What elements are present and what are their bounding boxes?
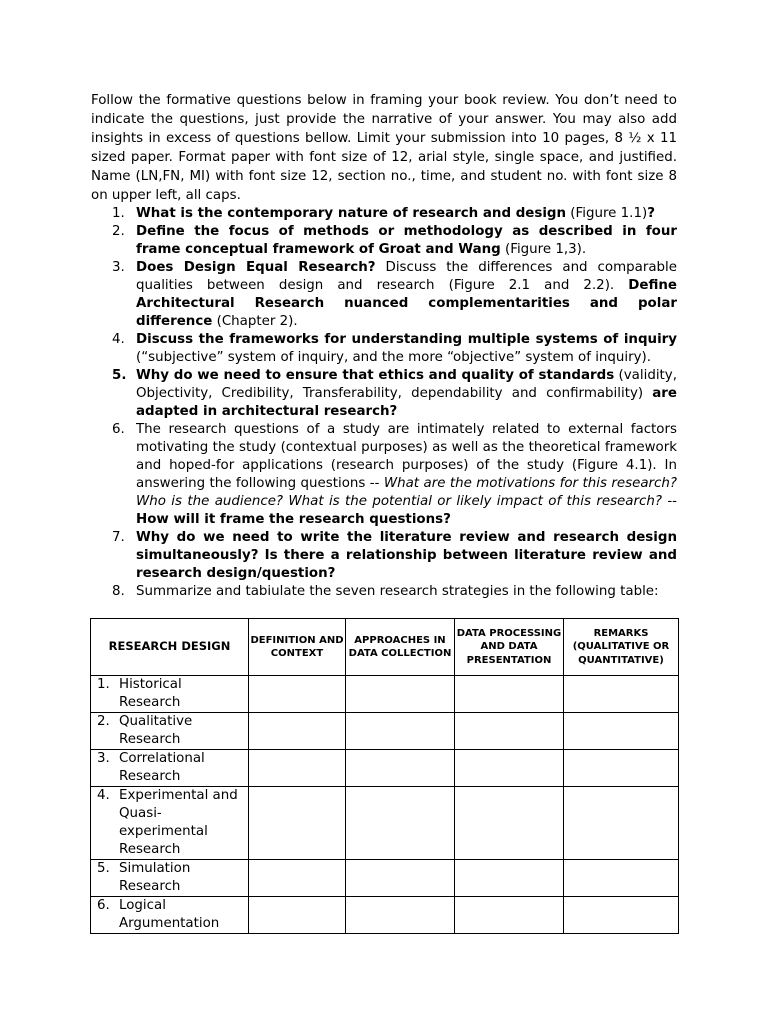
question-note: (Figure 1,3). [500, 242, 587, 258]
row-number: 4. [97, 788, 110, 803]
row-number: 6. [97, 898, 110, 913]
research-design-cell [91, 713, 249, 750]
column-header: REMARKS (QUALITATIVE OR QUANTITATIVE) [564, 619, 679, 676]
table-cell [455, 787, 564, 860]
row-number: 1. [97, 677, 110, 692]
question-note: (validity, Objectivity, Credibility, Transferability, dependability and confirmability) [136, 368, 677, 402]
question-number: 7. [112, 530, 125, 546]
table-cell [455, 676, 564, 713]
table-cell [346, 897, 455, 934]
table-cell [455, 713, 564, 750]
question-text: Does Design Equal Research? [136, 260, 376, 276]
table-cell [564, 897, 679, 934]
question-note: Summarize and tabiulate the seven research strategies in the following table: [136, 584, 659, 600]
table-cell [564, 676, 679, 713]
question-note: Discuss the differences and comparable qualities between design and research (Figure 2.1 and 2.2). [136, 260, 677, 294]
row-label: Qualitative Research [119, 714, 193, 747]
column-header: RESEARCH DESIGN [91, 619, 249, 676]
question-mark: ? [647, 206, 655, 222]
question-number: 3. [112, 260, 125, 276]
question-item [91, 583, 677, 601]
table-cell [249, 897, 346, 934]
question-note: (Chapter 2). [212, 314, 298, 330]
question-text: What is the contemporary nature of research and design [136, 206, 567, 222]
table-row [91, 787, 679, 860]
question-item [91, 205, 677, 223]
table-cell [455, 750, 564, 787]
row-label: Correlational Research [119, 751, 205, 784]
question-text: Define the focus of methods or methodology as described in four frame conceptual framework of Groat and Wang [136, 224, 677, 258]
column-header: DEFINITION AND CONTEXT [249, 619, 346, 676]
question-item [91, 331, 677, 367]
table-cell [249, 713, 346, 750]
question-note: -- [661, 494, 677, 510]
question-number: 5. [112, 368, 127, 384]
row-number: 2. [97, 714, 110, 729]
table-cell [564, 787, 679, 860]
question-text: How will it frame the research questions? [136, 512, 451, 528]
table-cell [564, 713, 679, 750]
table-cell [249, 676, 346, 713]
table-cell [564, 860, 679, 897]
table-row [91, 676, 679, 713]
research-design-cell [91, 860, 249, 897]
intro-paragraph: Follow the formative questions below in framing your book review. You don’t need to indicate the questions, just provide the narrative of your answer. You may also add insights in excess of questions bellow. Limit your submission into 10 pages, 8 ½ x 11 sized paper. Format paper with font size of 12, arial style, single space, and justified. Name (LN,FN, MI) with font size 12, section no., time, and student no. with font size 8 on upper left, all caps. [91, 93, 677, 203]
table-row [91, 713, 679, 750]
table-header-row [91, 619, 679, 676]
row-number: 3. [97, 751, 110, 766]
table-row [91, 897, 679, 934]
research-design-cell [91, 897, 249, 934]
column-header: APPROACHES IN DATA COLLECTION [346, 619, 455, 676]
table-row [91, 750, 679, 787]
question-list [91, 205, 677, 601]
row-label: Experimental and Quasi-experimental Research [119, 788, 238, 857]
table-cell [346, 676, 455, 713]
question-note: The research questions of a study are intimately related to external factors motivating the study (contextual purposes) as well as the theoretical framework and hoped-for applications (research purposes) of the study (Figure 4.1). In answering the following questions -- [136, 422, 677, 492]
table-cell [346, 860, 455, 897]
row-label: Logical Argumentation [119, 898, 220, 931]
table-cell [249, 787, 346, 860]
table-cell [564, 750, 679, 787]
table-cell [346, 787, 455, 860]
row-label: Historical Research [119, 677, 182, 710]
research-design-cell [91, 750, 249, 787]
question-number: 8. [112, 584, 125, 600]
question-item [91, 223, 677, 259]
question-italic: What are the motivations for this research? Who is the audience? What is the potential or likely impact of this research? [136, 476, 677, 510]
question-number: 6. [112, 422, 125, 438]
table-cell [249, 750, 346, 787]
question-text: Discuss the frameworks for understanding multiple systems of inquiry [136, 332, 677, 348]
table-row [91, 860, 679, 897]
column-header: DATA PROCESSING AND DATA PRESENTATION [455, 619, 564, 676]
question-number: 2. [112, 224, 125, 240]
question-number: 1. [112, 206, 125, 222]
document-page [91, 92, 677, 601]
table-cell [455, 860, 564, 897]
question-text: are adapted in architectural research? [136, 386, 677, 420]
question-item [91, 421, 677, 529]
table-cell [249, 860, 346, 897]
question-item [91, 529, 677, 583]
table-cell [346, 750, 455, 787]
question-text: Why do we need to write the literature review and research design simultaneously? Is there a relationship between literature review and research design/question? [136, 530, 677, 582]
row-label: Simulation Research [119, 861, 191, 894]
table-cell [346, 713, 455, 750]
row-number: 5. [97, 861, 110, 876]
question-item [91, 367, 677, 421]
question-text: Why do we need to ensure that ethics and quality of standards [136, 368, 615, 384]
question-number: 4. [112, 332, 125, 348]
question-note: (Figure 1.1) [566, 206, 648, 222]
table-cell [455, 897, 564, 934]
question-note: (“subjective” system of inquiry, and the more “objective” system of inquiry). [136, 350, 652, 366]
question-item [91, 259, 677, 331]
research-strategies-table [90, 618, 679, 934]
question-text: Define Architectural Research nuanced complementarities and polar difference [136, 278, 677, 330]
research-design-cell [91, 787, 249, 860]
research-design-cell [91, 676, 249, 713]
